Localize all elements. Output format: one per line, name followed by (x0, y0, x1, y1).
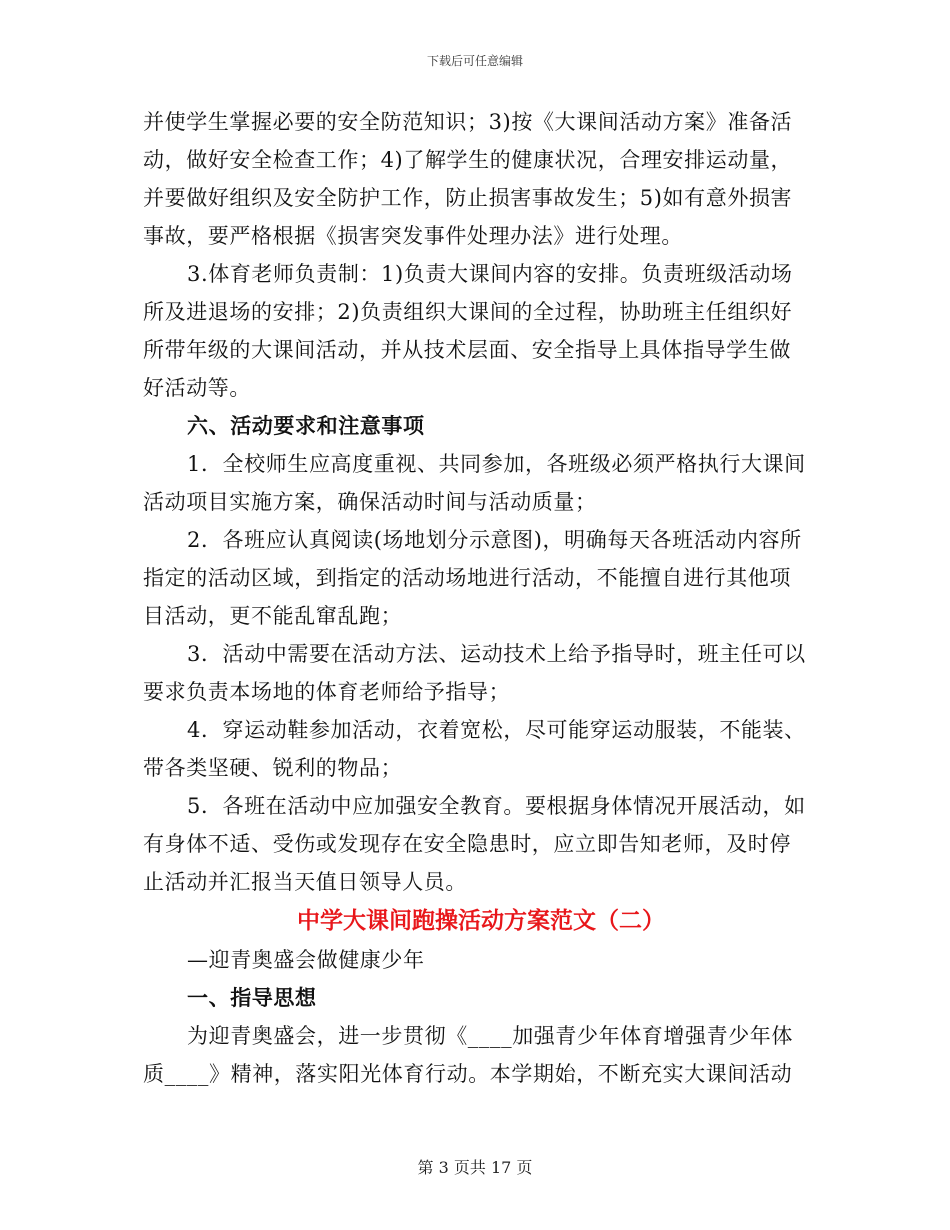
section-heading: 一、指导思想 (187, 985, 317, 1010)
paragraph-line: —迎青奥盛会做健康少年 (187, 948, 425, 972)
paragraph-line: 事故，要严格根据《损害突发事件处理办法》进行处理。 (143, 224, 683, 248)
paragraph-line: 4．穿运动鞋参加活动，衣着宽松，尽可能穿运动服装，不能装、 (187, 718, 806, 742)
paragraph-line: 活动项目实施方案，确保活动时间与活动质量； (143, 490, 597, 514)
paragraph-line: 1．全校师生应高度重视、共同参加，各班级必须严格执行大课间 (187, 452, 806, 476)
paragraph-line: 要求负责本场地的体育老师给予指导； (143, 680, 511, 704)
paragraph-line: 好活动等。 (143, 376, 251, 400)
paragraph-line: 指定的活动区域，到指定的活动场地进行活动，不能擅自进行其他项 (143, 566, 791, 590)
paragraph-line: 并使学生掌握必要的安全防范知识；3)按《大课间活动方案》准备活 (143, 110, 793, 134)
paragraph-line: 所带年级的大课间活动，并从技术层面、安全指导上具体指导学生做 (143, 338, 791, 362)
paragraph-line: 质____》精神，落实阳光体育行动。本学期始，不断充实大课间活动 (143, 1062, 793, 1086)
paragraph-line: 并要做好组织及安全防护工作，防止损害事故发生；5)如有意外损害 (143, 186, 793, 210)
page-footer: 第 3 页共 17 页 (417, 1158, 533, 1177)
paragraph-line: 所及进退场的安排；2)负责组织大课间的全过程，协助班主任组织好 (143, 300, 793, 324)
paragraph-line: 3.体育老师负责制：1)负责大课间内容的安排。负责班级活动场 (187, 262, 793, 286)
section-heading: 六、活动要求和注意事项 (187, 413, 425, 438)
document-body (143, 103, 813, 1093)
paragraph-line: 带各类坚硬、锐利的物品； (143, 756, 403, 780)
page-header: 下载后可任意编辑 (426, 54, 523, 68)
paragraph-line: 2．各班应认真阅读(场地划分示意图)，明确每天各班活动内容所 (187, 528, 802, 552)
paragraph-line: 3．活动中需要在活动方法、运动技术上给予指导时，班主任可以 (187, 642, 806, 666)
paragraph-line: 为迎青奥盛会，进一步贯彻《____加强青少年体育增强青少年体 (187, 1024, 793, 1048)
paragraph-line: 动，做好安全检查工作；4)了解学生的健康状况，合理安排运动量， (143, 148, 793, 172)
paragraph-line: 有身体不适、受伤或发现存在安全隐患时，应立即告知老师，及时停 (143, 832, 791, 856)
paragraph-line: 止活动并汇报当天值日领导人员。 (143, 870, 467, 894)
document-title: 中学大课间跑操活动方案范文（二） (297, 907, 665, 934)
paragraph-line: 5．各班在活动中应加强安全教育。要根据身体情况开展活动，如 (187, 794, 806, 818)
paragraph-line: 目活动，更不能乱窜乱跑； (143, 604, 403, 628)
